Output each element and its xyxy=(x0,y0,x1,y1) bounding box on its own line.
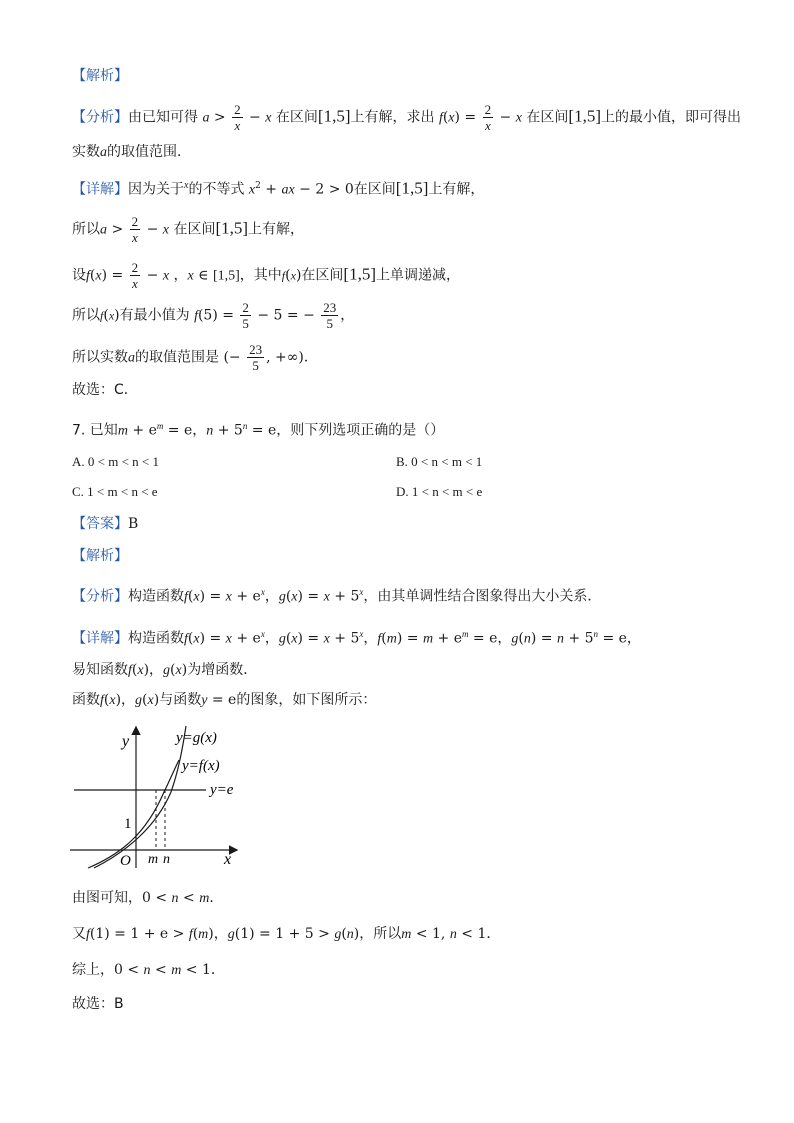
q6-analysis-line1: 【分析】由已知可得 a > $\frac{2}{x}$ − x 在区间[1,5]上有解，求出 f(x) = $\frac{2}{x}$ − x 在区间[1,5]上的最小值，即可得出 xyxy=(72,102,741,133)
q6-choice: 故选：C． xyxy=(72,382,138,398)
q6-detail-line5: 所以实数a的取值范围是 (− $\frac{23}{5}$ , +∞)． xyxy=(72,342,318,373)
q7-option-a: A. 0 < m < n < 1 xyxy=(72,454,159,469)
q7-stem: 7. 已知$m + e^m = e$，$n + 5^n = e$，则下列选项正确的是（） xyxy=(72,421,445,439)
e-line-label: y=e xyxy=(210,782,234,798)
q7-detail-line1: 【详解】构造函数$f(x) = x + e^x$，$g(x) = x + 5^x$，$f(m) = m + e^m = e$，$g(n) = n + 5^n = e$， xyxy=(72,629,641,647)
q7-answer: 【答案】B xyxy=(72,516,139,532)
curve-g xyxy=(94,726,186,868)
q6-analysis-line2: 实数a的取值范围． xyxy=(72,144,191,160)
f-curve-label: y=f(x) xyxy=(182,758,220,774)
q6-detail-line2: 所以a > $\frac{2}{x}$ − x 在区间[1,5]上有解， xyxy=(72,214,305,245)
q7-option-c: C. 1 < m < n < e xyxy=(72,484,158,499)
q6-detail-line4: 所以f(x)有最小值为 f(5) = $\frac{2}{5}$ − 5 = − $\frac{23}{5}$ ， xyxy=(72,300,355,331)
m-label: m xyxy=(148,852,159,867)
q7-conclusion-3: 综上，0 < n < m < 1． xyxy=(72,962,225,978)
function-graph xyxy=(66,722,246,872)
q7-detail-line3: 函数f(x)，g(x)与函数y = e的图象，如下图所示： xyxy=(72,692,377,708)
g-curve-label: y=g(x) xyxy=(176,730,217,746)
origin-label: O xyxy=(120,853,131,869)
n-label: n xyxy=(163,852,170,867)
q7-conclusion-2: 又f(1) = 1 + e > f(m)，g(1) = 1 + 5 > g(n)，所以m < 1, n < 1． xyxy=(72,926,501,942)
q7-conclusion-1: 由图可知，0 < n < m． xyxy=(72,890,224,906)
one-label: 1 xyxy=(124,816,132,832)
q7-option-b: B. 0 < n < m < 1 xyxy=(396,454,483,469)
q7-option-d: D. 1 < n < m < e xyxy=(396,484,483,499)
q7-detail-line2: 易知函数f(x)，g(x)为增函数． xyxy=(72,662,258,678)
x-axis-label: x xyxy=(224,851,232,868)
y-axis-label: y xyxy=(122,733,130,750)
q6-detail-line3: 设f(x) = $\frac{2}{x}$ − x ，x ∈ [1,5]，其中f(x)在区间[1,5]上单调递减， xyxy=(72,260,460,291)
q6-detail-line1: 【详解】因为关于$^x$的不等式 $x^2$ + ax − 2 > 0在区间[1,5]上有解， xyxy=(72,178,485,198)
section-header-jiexi: 【解析】 xyxy=(72,68,128,84)
section-header-jiexi-2: 【解析】 xyxy=(72,548,128,564)
q7-choice: 故选：B xyxy=(72,996,124,1012)
q7-analysis: 【分析】构造函数$f(x) = x + e^x$，$g(x) = x + 5^x$，由其单调性结合图象得出大小关系． xyxy=(72,587,602,605)
